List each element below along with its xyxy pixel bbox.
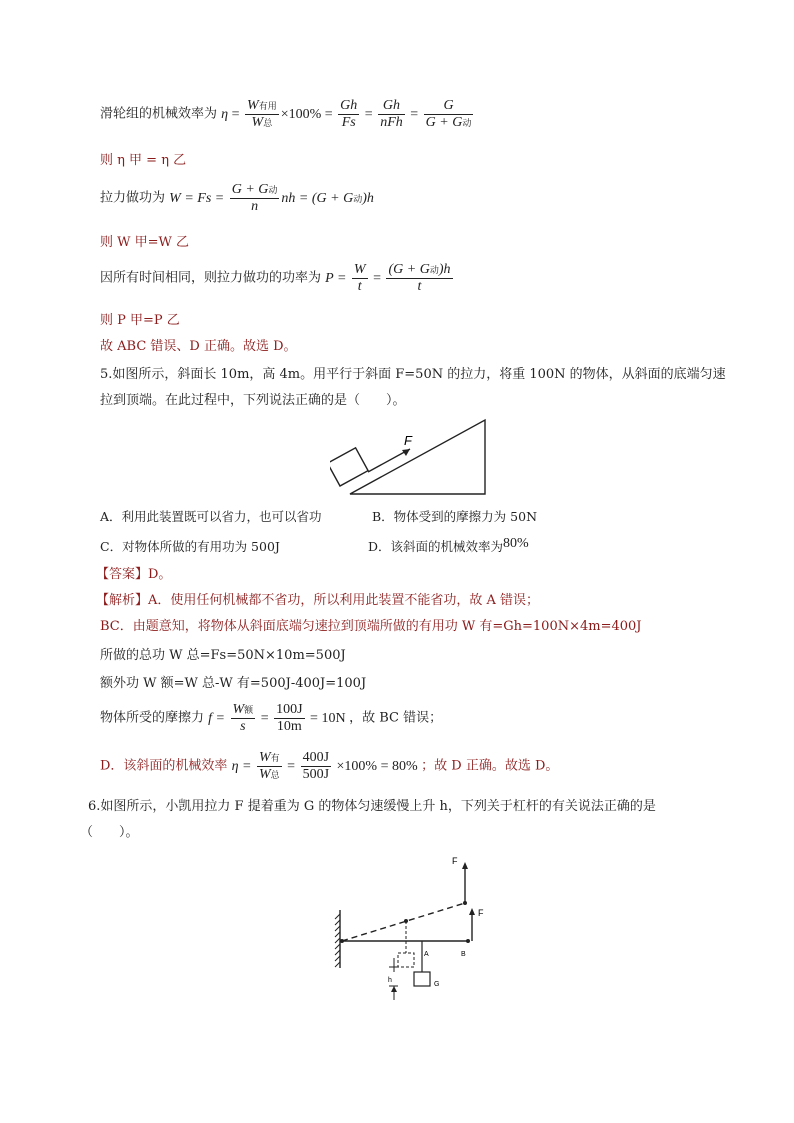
slope-efficiency-formula: η = $\frac{\text{W有}}{\text{W总}}$ = $\frac{400J}{500J}$ ×100% = 80% <box>231 750 418 782</box>
lever-raised <box>342 903 465 941</box>
efficiency-line <box>100 98 475 131</box>
power-label: 因所有时间相同，则拉力做功的功率为 <box>100 270 322 286</box>
q5-answer: 【答案】D。 <box>96 567 172 582</box>
conclusion-power: 则 P 甲=P 乙 <box>100 313 180 328</box>
q5-analysis-bc3: 额外功 W 额=W 总-W 有=500J-400J=100J <box>100 676 367 691</box>
efficiency-formula: η = $\frac{\text{W有用}}{\text{W总}}$ ×100% = $\frac{Gh}{Fs}$ = $\frac{Gh}{\text{nFh}}$ = $\frac{G}{\text{G + G动}}$ <box>221 98 472 130</box>
q5-option-b: B．物体受到的摩擦力为 50N <box>372 509 538 524</box>
q6-stem-line1: 6.如图所示，小凯用拉力 F 提着重为 G 的物体匀速缓慢上升 h，下列关于杠杆的有关说法正确的是 <box>88 799 656 814</box>
wall-hatch <box>335 914 340 967</box>
q5-efficiency-line: D．该斜面的机械效率 η = $\frac{\text{W有}}{\text{W总}}$ = $\frac{400J}{500J}$ ×100% = 80% ；故 D 正确。故选 D。 <box>100 750 559 782</box>
q5-analysis-a: 【解析】A．使用任何机械都不省功，所以利用此装置不能省功，故 A 错误； <box>96 593 540 608</box>
weight-label: G <box>434 981 440 988</box>
q5-option-d: D．该斜面的机械效率为80% <box>368 536 529 554</box>
q5-analysis-bc2: 所做的总功 W 总=Fs=50N×10m=500J <box>100 648 346 663</box>
h-label: h <box>388 977 392 984</box>
efficiency-label: 滑轮组的机械效率为 <box>100 106 218 122</box>
q5-option-c: C．对物体所做的有用功为 500J <box>100 539 280 554</box>
q5-friction-line: 物体所受的摩擦力 f = $\frac{\text{W额}}{s}$ = $\frac{100J}{10m}$ = 10N ，故 BC 错误； <box>100 702 443 734</box>
lever-figure <box>330 850 500 1005</box>
conclusion-eta: 则 η 甲 = η 乙 <box>100 153 187 168</box>
q5-stem-line2: 拉到顶端。在此过程中，下列说法正确的是（ ）。 <box>100 393 406 408</box>
conclusion-work: 则 W 甲=W 乙 <box>100 235 190 250</box>
incline-triangle <box>350 420 485 494</box>
force-top-head <box>462 862 468 869</box>
power-line <box>100 262 455 295</box>
force-right-head <box>469 908 475 915</box>
q5-analysis-bc1: BC．由题意知，将物体从斜面底端匀速拉到顶端所做的有用功 W 有=Gh=100N×4m=400J <box>100 619 642 634</box>
work-line <box>100 182 374 215</box>
incline-figure <box>330 414 500 500</box>
force-right-label: F <box>478 908 484 918</box>
power-formula: P = $\frac{W}{t}$ = $\frac{\text{(G + G动)h}}{t}$ <box>325 262 451 294</box>
raised-block <box>398 953 414 967</box>
q5-option-a: A．利用此装置既可以省力，也可以省功 <box>100 509 322 524</box>
work-label: 拉力做功为 <box>100 190 166 206</box>
point-b-label: B <box>461 951 466 958</box>
point-a-label: A <box>424 951 429 958</box>
h-arrow-head <box>391 986 397 992</box>
point-b <box>466 939 470 943</box>
conclusion-choice: 故 ABC 错误、D 正确。故选 D。 <box>100 339 297 354</box>
q5-stem-line1: 5.如图所示，斜面长 10m，高 4m。用平行于斜面 F=50N 的拉力，将重 100N 的物体，从斜面的底端匀速 <box>100 367 726 382</box>
force-top-label: F <box>452 856 458 866</box>
friction-formula: f = $\frac{\text{W额}}{s}$ = $\frac{100J}{10m}$ = 10N <box>208 702 346 734</box>
q6-stem-line2: （ ）。 <box>80 825 139 840</box>
incline-block <box>330 448 368 486</box>
work-formula: W = Fs = $\frac{\text{G + G动}}{n}$ nh = (G + G动)h <box>169 182 374 214</box>
force-label: F <box>404 433 412 448</box>
weight-block <box>414 972 430 986</box>
